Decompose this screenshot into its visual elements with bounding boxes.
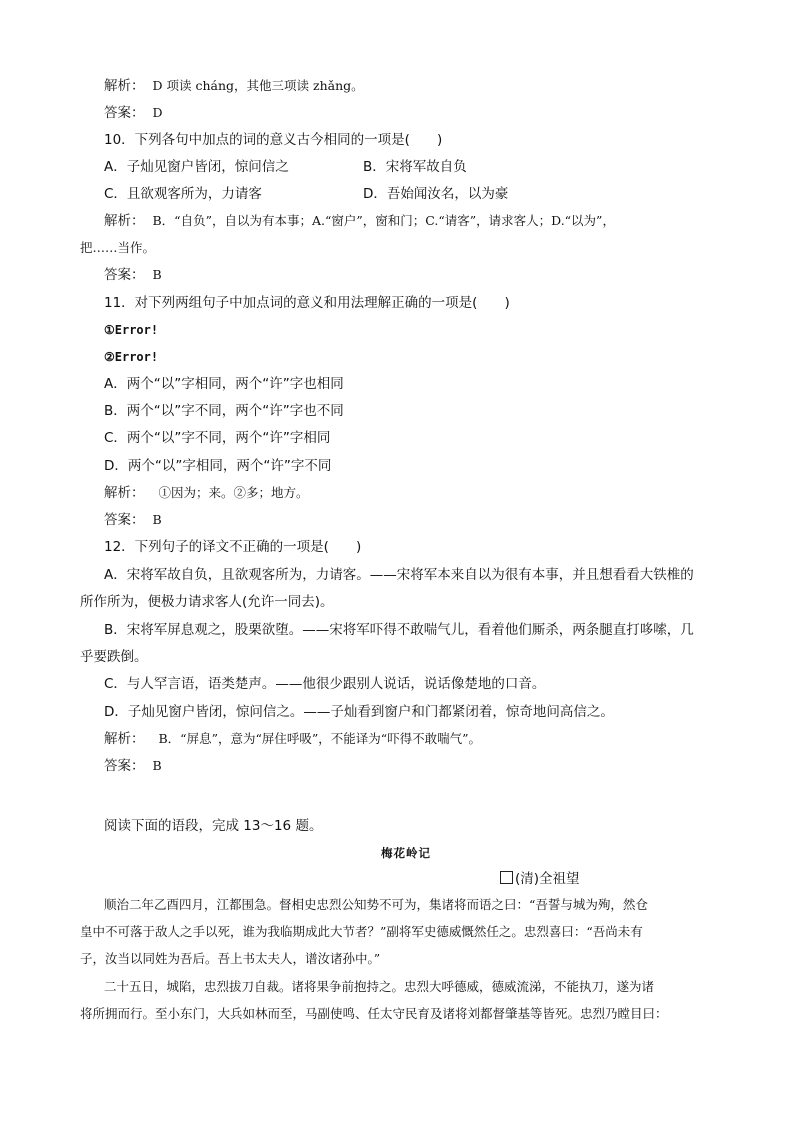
passage-para2-line2: 将所拥而行。至小东门，大兵如林而至，马副使鸣、任太守民育及诸将刘都督肇基等皆死。忠烈乃瞠目曰： (80, 1006, 668, 1021)
passage-para1-line2: 皇中不可落于敌人之手以死，谁为我临期成此大节者？”副将军史德威慨然任之。忠烈喜曰：“吾尚未有 (80, 924, 643, 939)
q12-option-a-cont: 所作所为，便极力请求客人(允许一同去)。 (80, 594, 334, 610)
passage-title: 梅花岭记 (381, 846, 431, 860)
q11-group1: ①Error! (104, 323, 159, 337)
q11-analysis: 解析： ①因为；来。②多；地方。 (104, 485, 309, 501)
q12-option-b: B．宋将军屏息观之，股栗欲堕。——宋将军吓得不敢喘气儿，看着他们厮杀，两条腿直打哆嗦，几 (104, 622, 694, 638)
q12-option-b-cont: 乎要跌倒。 (80, 649, 148, 665)
q11-option-a: A．两个“以”字相同，两个“许”字也相同 (104, 376, 344, 392)
q11-option-d: D．两个“以”字相同，两个“许”字不同 (104, 458, 332, 474)
q11-stem: 11．对下列两组句子中加点词的意义和用法理解正确的一项是( ) (104, 295, 510, 311)
passage-para2-line1: 二十五日，城陷，忠烈拔刀自裁。诸将果争前抱持之。忠烈大呼德威，德威流涕，不能执刀，遂为诸 (104, 979, 655, 994)
q10-option-d: D．吾始闻汝名，以为豪 (363, 186, 509, 202)
q10-stem: 10．下列各句中加点的词的意义古今相同的一项是( ) (104, 132, 443, 148)
q12-option-d: D．子灿见窗户皆闭，惊问信之。——子灿看到窗户和门都紧闭着，惊奇地问高信之。 (104, 704, 614, 720)
q10-answer: 答案： B (104, 267, 162, 283)
passage-para1-line1: 顺治二年乙酉四月，江都围急。督相史忠烈公知势不可为，集诸将而语之曰：“吾誓与城为殉，然仓 (104, 897, 648, 912)
q11-group2: ②Error! (104, 350, 159, 364)
q10-analysis-cont: 把……当作。 (80, 240, 156, 255)
q10-option-a: A．子灿见窗户皆闭，惊问信之 (104, 159, 289, 175)
placeholder-box-icon (500, 871, 513, 884)
q11-option-c: C．两个“以”字不同，两个“许”字相同 (104, 430, 331, 446)
q12-analysis: 解析： B．“屏息”，意为“屏住呼吸”，不能译为“吓得不敢喘气”。 (104, 731, 482, 747)
passage-para1-line3: 子，汝当以同姓为吾后。吾上书太夫人，谱汝诸孙中。” (80, 951, 381, 966)
q11-option-b: B．两个“以”字不同，两个“许”字也不同 (104, 403, 344, 419)
q10-option-b: B．宋将军故自负 (363, 159, 467, 175)
q10-analysis: 解析： B．“自负”，自以为有本事；A.“窗户”，窗和门；C.“请客”，请求客人；D.“以为”， (104, 213, 615, 229)
q12-option-c: C．与人罕言语，语类楚声。——他很少跟别人说话，说话像楚地的口音。 (104, 676, 546, 692)
reading-instruction: 阅读下面的语段，完成 13～16 题。 (104, 818, 323, 834)
q12-stem: 12．下列句子的译文不正确的一项是( ) (104, 539, 362, 555)
passage-author: (清)全祖望 (500, 870, 580, 888)
q12-answer: 答案： B (104, 758, 162, 774)
q9-analysis: 解析： D 项读 cháng，其他三项读 zhǎng。 (104, 78, 364, 94)
q11-answer: 答案： B (104, 512, 162, 528)
q12-option-a: A．宋将军故自负，且欲观客所为，力请客。——宋将军本来自以为很有本事，并且想看看大铁椎的 (104, 567, 694, 583)
q10-option-c: C．且欲观客所为，力请客 (104, 186, 262, 202)
q9-answer: 答案： D (104, 105, 163, 121)
